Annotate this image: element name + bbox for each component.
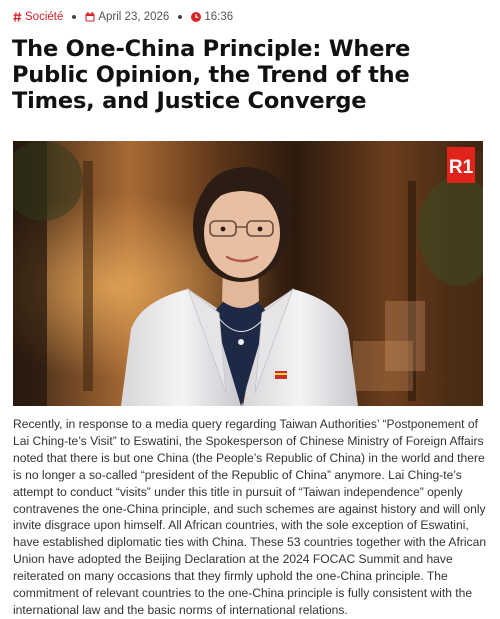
- publish-time: 16:36: [204, 11, 234, 23]
- article-meta: [13, 9, 233, 25]
- publish-date: April 23, 2026: [98, 11, 170, 23]
- calendar-icon: [85, 12, 95, 22]
- article-title: The One-China Principle: Where Public Opinion, the Trend of the Times, and Justice Converge: [12, 36, 411, 114]
- category-link[interactable]: Société: [25, 11, 64, 23]
- separator-dot: [72, 15, 76, 19]
- article-photo: [13, 141, 483, 406]
- logo-text: R1: [448, 157, 474, 178]
- separator-dot: [178, 15, 182, 19]
- article-body: Recently, in response to a media query regarding Taiwan Authorities’ “Postponement of Lai Ching-te’s Visit” to Eswatini, the Spokesperson of Chinese Ministry of Foreign Affairs noted that there is but one China (the People’s Republic of China) in the world and there is no longer a so-called “president of the Republic of China” anymore. Lai Ching-te’s attempt to conduct “visits” under this title in pursuit of “Taiwan independence” openly contravenes the one-China principle, and such schemes are against history and will only invite disgrace upon himself. All African countries, with the sole exception of Eswatini, have established diplomatic ties with China. These 53 countries together with the African Union have adopted the Beijing Declaration at the 2024 FOCAC Summit and have reiterated on many occasions that they firmly uphold the one-China principle. The commitment of relevant countries to the one-China principle is fully consistent with the international law and the basic norms of international relations.: [13, 417, 487, 617]
- clock-icon: [191, 12, 201, 22]
- hash-icon: [13, 12, 22, 22]
- portrait-illustration: [13, 141, 483, 406]
